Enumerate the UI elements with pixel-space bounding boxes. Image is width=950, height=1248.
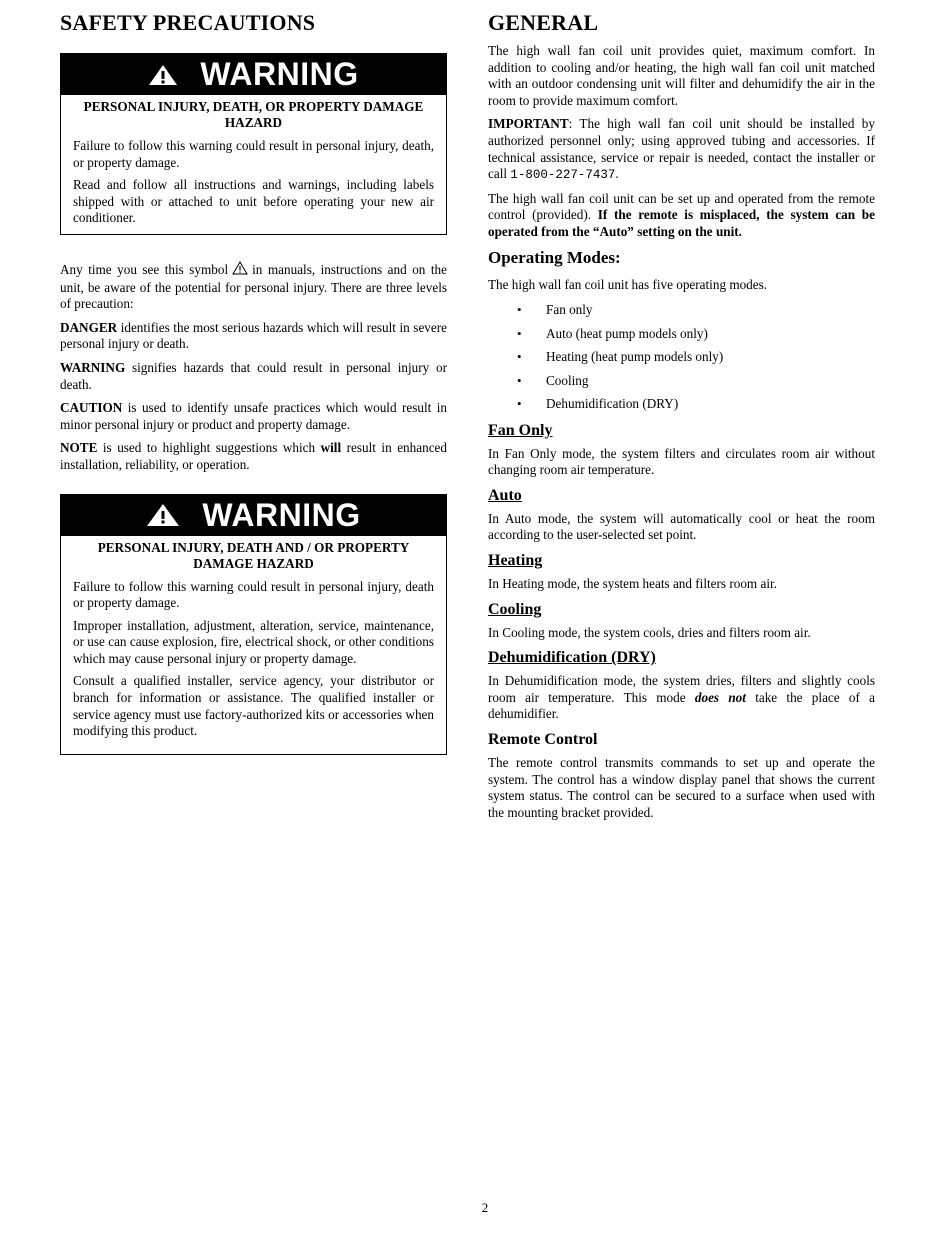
fan-only-heading: Fan Only — [488, 421, 553, 439]
bullet-icon: • — [517, 302, 522, 318]
auto-text: In Auto mode, the system will automatically cool or heat the room according to the user-selected set point. — [488, 510, 875, 543]
operating-modes-heading: Operating Modes: — [488, 247, 621, 267]
important-note: IMPORTANT: The high wall fan coil unit should be installed by authorized personnel only; using approved tubing and accessories. If technical assistance, service or repair is needed, contact the installer or call 1-800-227-7437. — [488, 116, 875, 183]
operating-modes-intro: The high wall fan coil unit has five operating modes. — [488, 276, 768, 292]
note-definition: NOTE is used to highlight suggestions which will result in enhanced installation, reliability, or operation. — [60, 440, 447, 472]
remote-control-text: The remote control transmits commands to set up and operate the system. The control has a window display panel that shows the current system status. The control can be secured to a surface when used with the mounting bracket provided. — [488, 754, 875, 820]
cooling-heading: Cooling — [488, 600, 542, 618]
list-item: • Fan only — [488, 298, 875, 322]
warning-label-2: WARNING — [202, 496, 361, 533]
warning1-para-1: Failure to follow this warning could result in personal injury, death, or property damage. — [73, 138, 434, 170]
list-item: • Heating (heat pump models only) — [488, 345, 875, 369]
phone-number: 1-800-227-7437 — [510, 168, 616, 183]
safety-precautions-title: SAFETY PRECAUTIONS — [60, 10, 316, 35]
warning1-para-2: Read and follow all instructions and warnings, including labels shipped with or attached to unit before operating your new air conditioner. — [73, 177, 434, 226]
remote-control-heading: Remote Control — [488, 730, 598, 748]
list-item: • Auto (heat pump models only) — [488, 322, 875, 346]
bullet-icon: • — [517, 349, 522, 365]
auto-heading: Auto — [488, 486, 522, 504]
heating-heading: Heating — [488, 552, 543, 569]
page-number: 2 — [481, 1200, 489, 1215]
bullet-icon: • — [517, 325, 522, 341]
danger-definition: DANGER identifies the most serious hazards which will result in severe personal injury or death. — [60, 319, 447, 352]
warning-symbol-icon — [232, 261, 248, 280]
modes-list — [488, 298, 875, 416]
remote-note: The high wall fan coil unit can be set up and operated from the remote control (provided). If the remote is misplaced, the system can be operated from the “Auto” setting on the unit. — [488, 190, 875, 239]
warning2-para-3: Consult a qualified installer, service agency, your distributor or branch for information or assistance. The qualified installer or service agency must use factory-authorized kits or accessories when modifying this product. — [73, 673, 434, 739]
warning-triangle-icon — [146, 503, 180, 527]
hazard-title-2: PERSONAL INJURY, DEATH AND / OR PROPERTY DAMAGE HAZARD — [97, 539, 410, 571]
warning2-para-1: Failure to follow this warning could result in personal injury, death or property damage. — [73, 578, 434, 611]
general-intro: The high wall fan coil unit provides quiet, maximum comfort. In addition to cooling and/or heating, the high wall fan coil unit matched with an outdoor condensing unit will filter and dehumidify the air in the room to provide maximum comfort. — [488, 43, 875, 108]
dehumidification-heading: Dehumidification (DRY) — [488, 649, 656, 667]
right-column — [488, 10, 875, 828]
left-column — [60, 10, 447, 755]
general-title: GENERAL — [488, 10, 599, 35]
caution-definition: CAUTION is used to identify unsafe practices which would result in minor personal injury or product and property damage. — [60, 400, 447, 432]
list-item: • Dehumidification (DRY) — [488, 392, 875, 416]
bullet-icon: • — [517, 372, 522, 388]
list-item: • Cooling — [488, 369, 875, 393]
dehumidification-text: In Dehumidification mode, the system dries, filters and slightly cools room air temperature. This mode does not take the place of a dehumidifier. — [488, 673, 876, 722]
warning-box-2 — [60, 494, 447, 755]
warning2-para-2: Improper installation, adjustment, alteration, service, maintenance, or use can cause explosion, fire, electrical shock, or other conditions which may cause personal injury or property damage. — [73, 617, 434, 666]
cooling-text: In Cooling mode, the system cools, dries and filters room air. — [488, 624, 811, 640]
fan-only-text: In Fan Only mode, the system filters and circulates room air without changing room air temperature. — [488, 445, 875, 478]
hazard-title-1: PERSONAL INJURY, DEATH, OR PROPERTY DAMAGE HAZARD — [83, 99, 424, 130]
warning-box-1 — [60, 53, 447, 235]
warning-triangle-icon — [148, 64, 178, 86]
symbol-intro: Any time you see this symbol in manuals, instructions and on the unit, be aware of the potential for personal injury. There are three levels of precaution: — [60, 261, 447, 312]
bullet-icon: • — [517, 396, 522, 412]
warning-bar-2 — [61, 495, 446, 536]
warning-bar-1 — [61, 54, 446, 95]
warning-label-1: WARNING — [200, 56, 359, 93]
heating-text: In Heating mode, the system heats and filters room air. — [488, 576, 777, 591]
warning-definition: WARNING signifies hazards that could result in personal injury or death. — [60, 359, 447, 392]
